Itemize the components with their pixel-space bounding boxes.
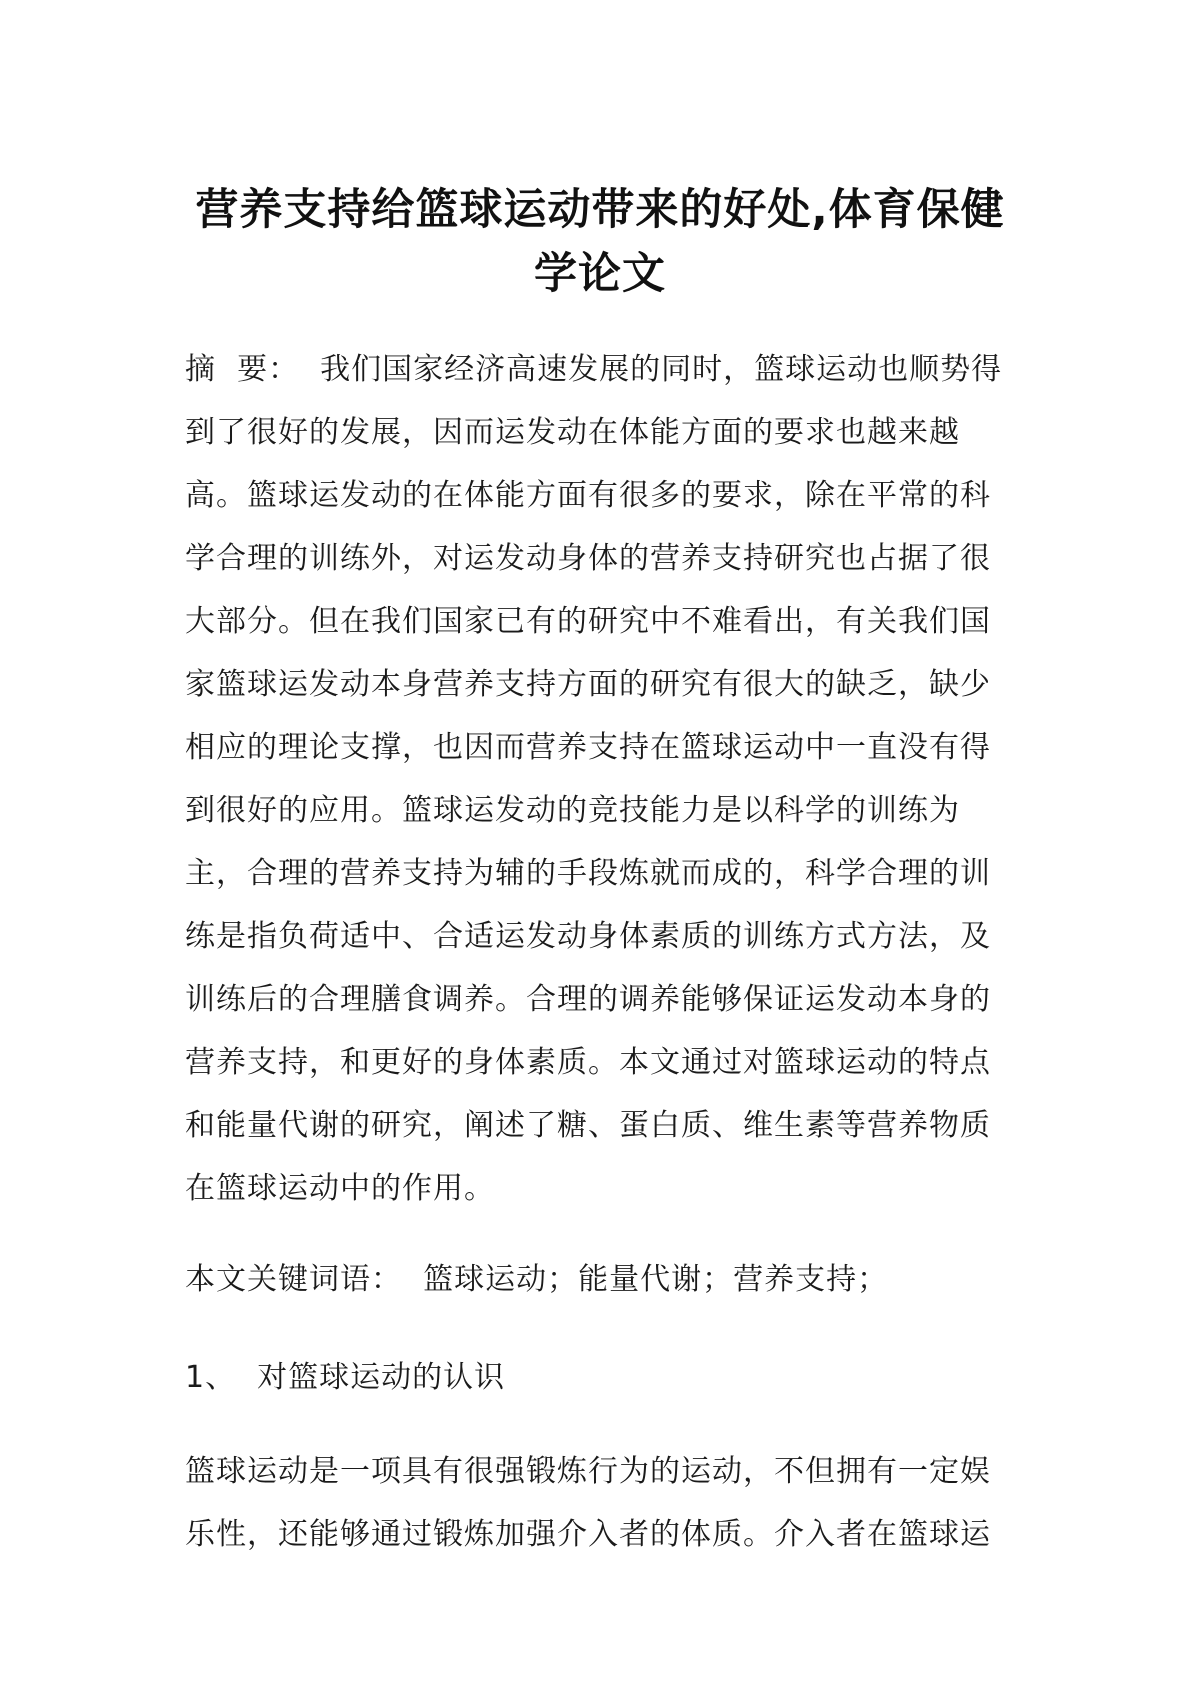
title-line-1: 营养支持给篮球运动带来的好处,体育保健 xyxy=(195,185,1005,235)
keywords-text: 篮球运动；能量代谢；营养支持； xyxy=(423,1262,889,1297)
keywords-label: 本文关键词语： xyxy=(185,1262,424,1297)
section-title: 对篮球运动的认识 xyxy=(257,1360,506,1395)
abstract-label: 摘 要： xyxy=(185,352,321,387)
page-title xyxy=(150,178,1050,306)
keywords-line xyxy=(185,1248,1020,1311)
title-line-2: 学论文 xyxy=(534,249,666,299)
abstract-paragraph xyxy=(185,338,1020,1220)
section-body-paragraph: 篮球运动是一项具有很强锻炼行为的运动，不但拥有一定娱乐性，还能够通过锻炼加强介入者的体质。介入者在篮球运 xyxy=(185,1454,991,1552)
section-heading xyxy=(185,1346,1020,1409)
section-number: 1、 xyxy=(185,1360,258,1395)
abstract-text: 我们国家经济高速发展的同时，篮球运动也顺势得到了很好的发展，因而运发动在体能方面的要求也越来越高。篮球运发动的在体能方面有很多的要求，除在平常的科学合理的训练外，对运发动身体的营养支持研究也占据了很大部分。但在我们国家已有的研究中不难看出，有关我们国家篮球运发动本身营养支持方面的研究有很大的缺乏，缺少相应的理论支撑，也因而营养支持在篮球运动中一直没有得到很好的应用。篮球运发动的竞技能力是以科学的训练为主，合理的营养支持为辅的手段炼就而成的，科学合理的训练是指负荷适中、合适运发动身体素质的训练方式方法，及训练后的合理膳食调养。合理的调养能够保证运发动本身的营养支持，和更好的身体素质。本文通过对篮球运动的特点和能量代谢的研究，阐述了糖、蛋白质、维生素等营养物质在篮球运动中的作用。 xyxy=(185,352,1003,1206)
